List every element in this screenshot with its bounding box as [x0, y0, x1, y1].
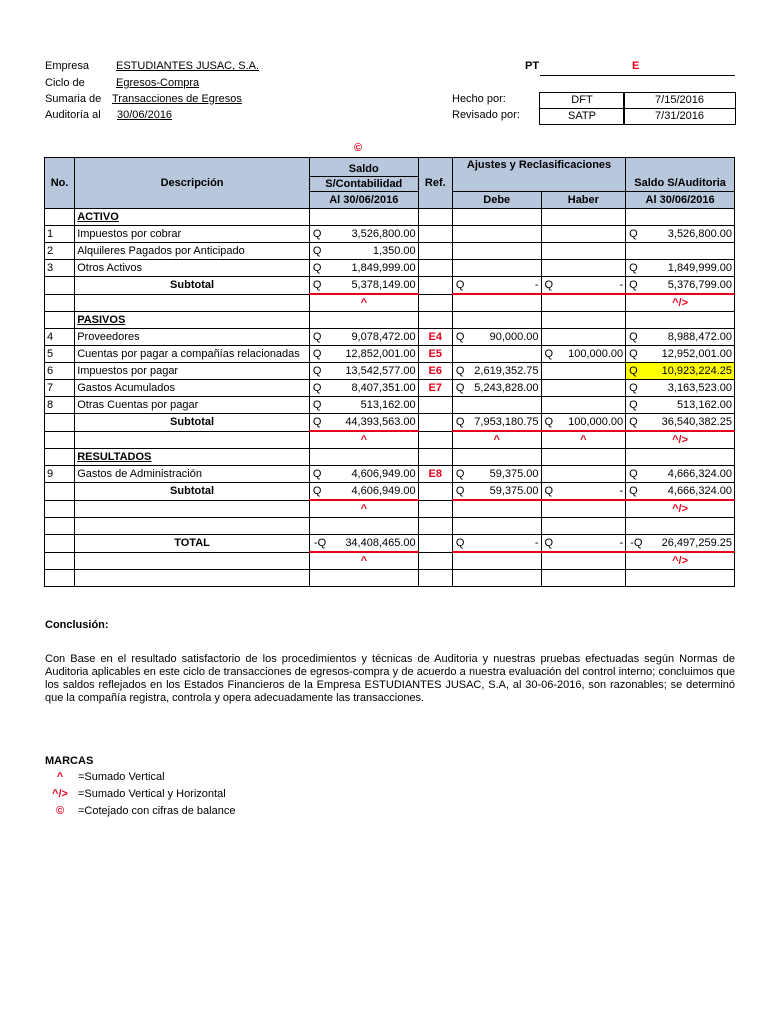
table-body	[45, 209, 735, 587]
row-debe	[452, 346, 541, 363]
row-no: 9	[45, 466, 75, 483]
amount: 5,376,799.00	[667, 279, 732, 291]
total-haber	[541, 535, 626, 553]
table-row	[45, 226, 735, 243]
currency-symbol: Q	[544, 416, 554, 428]
row-saldo	[309, 260, 418, 277]
currency-symbol: Q	[629, 382, 638, 394]
table-row	[45, 363, 735, 380]
table-row	[45, 260, 735, 277]
col-debe: Debe	[452, 192, 541, 209]
table-header-row	[45, 158, 735, 177]
amount: 513,162.00	[676, 399, 732, 411]
sub-saldo	[309, 277, 418, 295]
amount: 100,000.00	[568, 416, 624, 428]
row-saldo	[309, 243, 418, 260]
currency-symbol: Q	[629, 331, 638, 343]
sub-debe	[452, 277, 541, 295]
marca-sym-v: ^	[56, 771, 64, 783]
row-aud	[626, 260, 735, 277]
row-debe	[452, 329, 541, 346]
amount: 59,375.00	[489, 468, 539, 480]
currency-symbol: Q	[629, 262, 638, 274]
row-debe	[452, 466, 541, 483]
mark-haber: ^	[541, 431, 626, 449]
row-ref: E8	[418, 466, 452, 483]
currency-symbol: Q	[312, 279, 322, 291]
row-debe	[452, 397, 541, 414]
amount: 36,540,382.25	[661, 416, 732, 428]
table-row	[45, 346, 735, 363]
mark-debe	[452, 500, 541, 518]
col-saldo-1: Saldo	[309, 158, 418, 177]
total-row	[45, 535, 735, 553]
currency-symbol: Q	[629, 365, 638, 377]
row-desc: Otros Activos	[75, 260, 310, 277]
row-no: 7	[45, 380, 75, 397]
currency-symbol: -	[313, 537, 318, 549]
row-ref	[418, 243, 452, 260]
amount: 1,849,999.00	[667, 262, 732, 274]
currency-symbol: Q	[312, 348, 322, 360]
row-haber	[541, 466, 626, 483]
row-ref	[418, 260, 452, 277]
row-debe	[452, 380, 541, 397]
pt-value: E	[632, 60, 640, 72]
row-haber	[541, 226, 626, 243]
currency-symbol: Q	[312, 416, 322, 428]
amount: -	[534, 537, 539, 549]
row-haber	[541, 363, 626, 380]
mark-row	[45, 500, 735, 518]
amount: 8,988,472.00	[667, 331, 732, 343]
currency-symbol: Q	[312, 228, 322, 240]
col-haber: Haber	[541, 192, 626, 209]
row-saldo	[309, 346, 418, 363]
currency-symbol: Q	[629, 399, 638, 411]
row-no: 2	[45, 243, 75, 260]
row-aud	[626, 226, 735, 243]
amount: 5,243,828.00	[474, 382, 539, 394]
subtotal-label: Subtotal	[75, 414, 310, 432]
section-pasivos: PASIVOS	[75, 312, 310, 329]
row-debe	[452, 226, 541, 243]
currency-symbol: Q	[544, 279, 554, 291]
row-saldo	[309, 397, 418, 414]
currency-symbol: Q	[629, 228, 638, 240]
amount: 4,606,949.00	[351, 485, 416, 497]
row-haber	[541, 380, 626, 397]
mark-debe	[452, 552, 541, 570]
marca-text-v: =Sumado Vertical	[78, 771, 165, 783]
row-debe	[452, 363, 541, 380]
subtotal-row	[45, 277, 735, 295]
marca-text-vh: =Sumado Vertical y Horizontal	[78, 788, 226, 800]
amount: -	[619, 537, 624, 549]
row-saldo	[309, 363, 418, 380]
hecho-label: Hecho por:	[452, 93, 506, 105]
amount: 1,350.00	[372, 245, 416, 257]
empresa-label: Empresa	[45, 60, 90, 72]
table-row	[45, 466, 735, 483]
currency-symbol: Q	[629, 348, 638, 360]
hecho-initials: DFT	[539, 92, 625, 109]
mark-haber	[541, 500, 626, 518]
row-aud	[626, 363, 735, 380]
currency-symbol: Q	[544, 485, 554, 497]
sub-aud	[626, 414, 735, 432]
ciclo-value: Egresos-Compra	[116, 77, 200, 89]
row-saldo	[309, 380, 418, 397]
row-saldo	[309, 329, 418, 346]
auditoria-value: 30/06/2016	[117, 109, 173, 121]
amount: 90,000.00	[489, 331, 539, 343]
sub-saldo	[309, 414, 418, 432]
row-debe	[452, 260, 541, 277]
row-aud	[626, 380, 735, 397]
row-aud	[626, 397, 735, 414]
row-haber	[541, 397, 626, 414]
sub-haber	[541, 483, 626, 501]
total-debe	[452, 535, 541, 553]
currency-symbol: Q	[455, 279, 465, 291]
row-desc: Proveedores	[75, 329, 310, 346]
row-ref: E7	[418, 380, 452, 397]
table-row	[45, 329, 735, 346]
subtotal-row	[45, 414, 735, 432]
revisado-initials: SATP	[539, 108, 625, 125]
currency-symbol: Q	[629, 468, 638, 480]
pt-label: PT	[525, 60, 540, 72]
row-aud	[626, 243, 735, 260]
row-saldo	[309, 226, 418, 243]
col-aud-1: Saldo S/Auditoria	[626, 158, 735, 192]
row-desc: Impuestos por pagar	[75, 363, 310, 380]
row-no: 8	[45, 397, 75, 414]
currency-symbol: Q	[312, 382, 322, 394]
marcas-title: MARCAS	[45, 755, 94, 767]
section-row	[45, 209, 735, 226]
empty-row	[45, 570, 735, 587]
currency-symbol: Q	[544, 348, 554, 360]
sumaria-value: Transacciones de Egresos	[112, 93, 242, 105]
table-row	[45, 397, 735, 414]
section-resultados: RESULTADOS	[75, 449, 310, 466]
amount: -	[534, 279, 539, 291]
currency-symbol: Q	[455, 365, 465, 377]
amount: 44,393,563.00	[345, 416, 416, 428]
amount: 4,666,324.00	[667, 485, 732, 497]
row-ref: E6	[418, 363, 452, 380]
col-no: No.	[45, 158, 75, 209]
currency-symbol: Q	[317, 537, 327, 549]
sumaria-label: Sumaria de	[45, 93, 102, 105]
row-desc: Impuestos por cobrar	[75, 226, 310, 243]
amount: 1,849,999.00	[351, 262, 416, 274]
section-row	[45, 312, 735, 329]
currency-symbol: Q	[629, 279, 638, 291]
amount: 5,378,149.00	[351, 279, 416, 291]
currency-symbol: Q	[633, 537, 643, 549]
hecho-date: 7/15/2016	[623, 92, 736, 109]
currency-symbol: -	[630, 537, 634, 549]
row-desc: Gastos de Administración	[75, 466, 310, 483]
mark-aud: ^/>	[626, 552, 735, 570]
row-no: 6	[45, 363, 75, 380]
sub-haber	[541, 414, 626, 432]
mark-haber	[541, 294, 626, 312]
table-row	[45, 380, 735, 397]
currency-symbol: Q	[455, 468, 465, 480]
row-desc: Gastos Acumulados	[75, 380, 310, 397]
row-no: 1	[45, 226, 75, 243]
row-saldo	[309, 466, 418, 483]
amount: 12,852,001.00	[345, 348, 416, 360]
mark-row	[45, 552, 735, 570]
amount: 34,408,465.00	[345, 537, 416, 549]
amount: 513,162.00	[360, 399, 416, 411]
marca-sym-vh: ^/>	[52, 788, 68, 800]
sub-debe	[452, 483, 541, 501]
mark-aud: ^/>	[626, 500, 735, 518]
currency-symbol: Q	[455, 416, 465, 428]
currency-symbol: Q	[312, 485, 322, 497]
col-aud-2: Al 30/06/2016	[626, 192, 735, 209]
revisado-date: 7/31/2016	[623, 108, 736, 125]
amount: 3,163,523.00	[667, 382, 732, 394]
currency-symbol: Q	[629, 416, 638, 428]
sub-aud	[626, 277, 735, 295]
revisado-label: Revisado por:	[452, 109, 520, 121]
subtotal-row	[45, 483, 735, 501]
total-aud	[626, 535, 735, 553]
currency-symbol: Q	[312, 365, 322, 377]
pt-underline	[540, 75, 735, 76]
mark-debe: ^	[452, 431, 541, 449]
row-haber	[541, 329, 626, 346]
currency-symbol: Q	[544, 537, 554, 549]
ciclo-label: Ciclo de	[45, 77, 85, 89]
col-ajustes: Ajustes y Reclasificaciones	[452, 158, 625, 192]
section-activo: ACTIVO	[75, 209, 310, 226]
conclusion-title: Conclusión:	[45, 619, 109, 631]
amount: 10,923,224.25	[661, 365, 732, 377]
sub-haber	[541, 277, 626, 295]
currency-symbol: Q	[629, 485, 638, 497]
col-saldo-2: S/Contabilidad	[309, 177, 418, 192]
mark-saldo: ^	[309, 431, 418, 449]
row-aud	[626, 466, 735, 483]
subtotal-label: Subtotal	[75, 483, 310, 501]
row-no: 4	[45, 329, 75, 346]
currency-symbol: Q	[312, 399, 322, 411]
mark-saldo: ^	[309, 552, 418, 570]
currency-symbol: Q	[312, 245, 322, 257]
col-saldo-3: Al 30/06/2016	[309, 192, 418, 209]
mark-saldo: ^	[309, 500, 418, 518]
col-ref: Ref.	[418, 158, 452, 209]
currency-symbol: Q	[455, 537, 465, 549]
row-debe	[452, 243, 541, 260]
amount: 8,407,351.00	[351, 382, 416, 394]
sumaria-table	[44, 157, 735, 587]
row-ref: E5	[418, 346, 452, 363]
row-aud	[626, 329, 735, 346]
row-ref: E4	[418, 329, 452, 346]
row-haber	[541, 346, 626, 363]
marca-sym-c: ©	[55, 805, 65, 817]
total-saldo	[309, 535, 418, 553]
section-row	[45, 449, 735, 466]
mark-haber	[541, 552, 626, 570]
amount: 59,375.00	[489, 485, 539, 497]
mark-aud: ^/>	[626, 431, 735, 449]
row-haber	[541, 260, 626, 277]
amount: 4,666,324.00	[667, 468, 732, 480]
empresa-value: ESTUDIANTES JUSAC, S.A.	[116, 60, 260, 72]
row-desc: Otras Cuentas por pagar	[75, 397, 310, 414]
sub-debe	[452, 414, 541, 432]
row-ref	[418, 226, 452, 243]
amount: -	[619, 485, 624, 497]
total-label: TOTAL	[75, 535, 310, 553]
subtotal-label: Subtotal	[75, 277, 310, 295]
amount: 3,526,800.00	[351, 228, 416, 240]
currency-symbol: Q	[455, 331, 465, 343]
currency-symbol: Q	[312, 262, 322, 274]
amount: 2,619,352.75	[474, 365, 539, 377]
amount: 13,542,577.00	[345, 365, 416, 377]
conclusion-text: Con Base en el resultado satisfactorio de los procedimientos y técnicas de Auditoria y nuestras pruebas efectuadas según Normas de Auditoria aplicables en este ciclo de transacciones de egresos-compra y de acuerdo a nuestra evaluación del control interno; concluimos que los saldos reflejados en los Estados Financieros de la Empresa ESTUDIANTES JUSAC, S.A, al 30-06-2016, son razonables; se determinó que la compañía registra, controla y opera adecuadamente las transacciones.	[45, 653, 735, 704]
mark-aud: ^/>	[626, 294, 735, 312]
table-row	[45, 243, 735, 260]
amount: 3,526,800.00	[667, 228, 732, 240]
row-haber	[541, 243, 626, 260]
row-no: 5	[45, 346, 75, 363]
col-desc: Descripción	[75, 158, 310, 209]
row-desc: Alquileres Pagados por Anticipado	[75, 243, 310, 260]
amount: 26,497,259.25	[661, 537, 732, 549]
amount: 12,952,001.00	[661, 348, 732, 360]
sub-aud	[626, 483, 735, 501]
currency-symbol: Q	[312, 468, 322, 480]
row-desc: Cuentas por pagar a compañías relacionadas	[75, 346, 310, 363]
row-ref	[418, 397, 452, 414]
mark-row	[45, 431, 735, 449]
marca-text-c: =Cotejado con cifras de balance	[78, 805, 236, 817]
currency-symbol: Q	[455, 485, 465, 497]
amount: 9,078,472.00	[351, 331, 416, 343]
currency-symbol: Q	[455, 382, 465, 394]
amount: 100,000.00	[568, 348, 624, 360]
sub-saldo	[309, 483, 418, 501]
row-no: 3	[45, 260, 75, 277]
copyright-mark: ©	[354, 142, 363, 154]
amount: -	[619, 279, 624, 291]
row-aud	[626, 346, 735, 363]
mark-debe	[452, 294, 541, 312]
amount: 4,606,949.00	[351, 468, 416, 480]
mark-saldo: ^	[309, 294, 418, 312]
amount: 7,953,180.75	[474, 416, 539, 428]
empty-row	[45, 518, 735, 535]
auditoria-label: Auditoría al	[45, 109, 101, 121]
currency-symbol: Q	[312, 331, 322, 343]
mark-row	[45, 294, 735, 312]
